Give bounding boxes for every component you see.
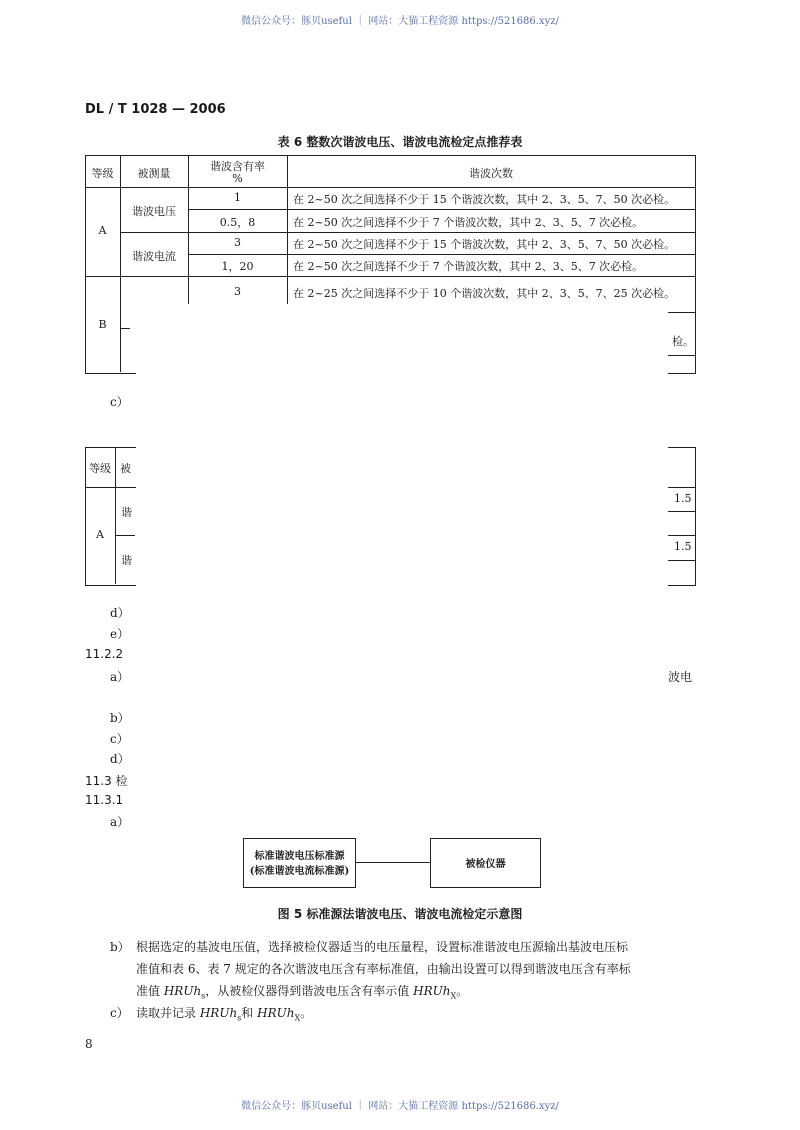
rate-cell: 1 (234, 191, 241, 204)
th-orders: 谐波次数 (469, 167, 513, 180)
orders-fragment: 检。 (672, 335, 694, 348)
t7-th-fragment: 被 (120, 462, 131, 475)
quantity-voltage: 谐波电压 (132, 205, 176, 218)
symbol: HRUh (413, 984, 451, 998)
grade-b: B (98, 318, 107, 331)
t7-value: 1.5 (674, 540, 692, 553)
table6-title: 表 6 整数次谐波电压、谐波电流检定点推荐表 (277, 135, 523, 149)
symbol: HRUh (257, 1006, 295, 1020)
section-number: 11.2.2 (85, 647, 124, 661)
para-b-line3 (136, 982, 468, 1000)
quantity-current: 谐波电流 (132, 250, 176, 263)
orders-cell: 在 2~25 次之间选择不少于 10 个谐波次数，其中 2、3、5、7、25 次必检。 (293, 287, 676, 300)
text: 准值 (136, 984, 164, 998)
orders-cell: 在 2~50 次之间选择不少于 7 个谐波次数，其中 2、3、5、7 次必检。 (293, 260, 644, 273)
text: 。 (300, 1006, 313, 1020)
device-box: 被检仪器 (465, 859, 506, 870)
orders-cell: 在 2~50 次之间选择不少于 7 个谐波次数，其中 2、3、5、7 次必检。 (293, 216, 644, 229)
para-b-label: b） (110, 940, 130, 954)
source-box-line1: 标准谐波电压标准源 (254, 851, 345, 862)
symbol: HRUh (163, 984, 202, 998)
rate-cell: 0.5，8 (219, 216, 256, 229)
item-label: c） (110, 732, 129, 746)
item-label: c） (110, 395, 129, 409)
th-quantity: 被测量 (137, 167, 171, 180)
th-rate: 谐波含有率 (210, 160, 265, 173)
rate-cell: 3 (234, 285, 241, 298)
item-label: d） (110, 606, 130, 620)
subscript: s (237, 1013, 242, 1023)
subscript: X (450, 991, 457, 1001)
rate-cell: 3 (234, 236, 241, 249)
para-b-line2: 准值和表 6、表 7 规定的各次谐波电压含有率标准值，由输出设置可以得到谐波电压含有率标 (136, 962, 631, 976)
t7-row-fragment: 谐 (121, 554, 132, 567)
th-grade: 等级 (91, 167, 114, 180)
section-number: 11.3.1 (85, 793, 124, 807)
watermark-bottom: 微信公众号：豚贝useful ｜ 网站：大猫工程资源 https://521686.xyz/ (241, 1101, 559, 1112)
watermark-top: 微信公众号：豚贝useful ｜ 网站：大猫工程资源 https://521686.xyz/ (241, 16, 559, 27)
subscript: s (201, 991, 206, 1001)
grade-a: A (98, 224, 107, 237)
blank-region (136, 304, 668, 830)
page-number: 8 (85, 1037, 93, 1051)
t7-value: 1.5 (674, 492, 692, 505)
orders-cell: 在 2~50 次之间选择不少于 15 个谐波次数，其中 2、3、5、7、50 次必检。 (293, 238, 676, 251)
text: 。 (456, 984, 469, 998)
orders-cell: 在 2~50 次之间选择不少于 15 个谐波次数，其中 2、3、5、7、50 次必检。 (293, 193, 676, 206)
para-b-line1: 根据选定的基波电压值，选择被检仪器适当的电压量程，设置标准谐波电压源输出基波电压标 (136, 940, 629, 954)
text: ，从被检仪器得到谐波电压含有率示值 (205, 984, 414, 998)
t7-grade-a: A (96, 528, 104, 541)
section-heading: 11.3 检 (85, 774, 128, 788)
para-c-text (136, 1004, 312, 1022)
symbol: HRUh (199, 1006, 238, 1020)
standard-header: DL / T 1028 — 2006 (85, 102, 226, 117)
para-c-label: c） (110, 1006, 129, 1020)
item-label: d） (110, 752, 130, 766)
th-rate-unit: % (232, 172, 243, 185)
item-label: a） (110, 815, 130, 829)
subscript: X (294, 1013, 301, 1023)
text: 读取并记录 (136, 1006, 200, 1020)
t7-row-fragment: 谐 (121, 506, 132, 519)
text: 和 (241, 1006, 258, 1020)
t7-th-grade: 等级 (89, 462, 111, 475)
figure5-caption: 图 5 标准源法谐波电压、谐波电流检定示意图 (277, 907, 523, 921)
item-label: b） (110, 711, 130, 725)
rate-cell: 1，20 (221, 260, 254, 273)
source-box-line2: (标准谐波电流标准源) (249, 866, 350, 877)
item-label: a） (110, 670, 130, 684)
item-label: e） (110, 627, 130, 641)
text-fragment: 波电 (668, 670, 693, 684)
